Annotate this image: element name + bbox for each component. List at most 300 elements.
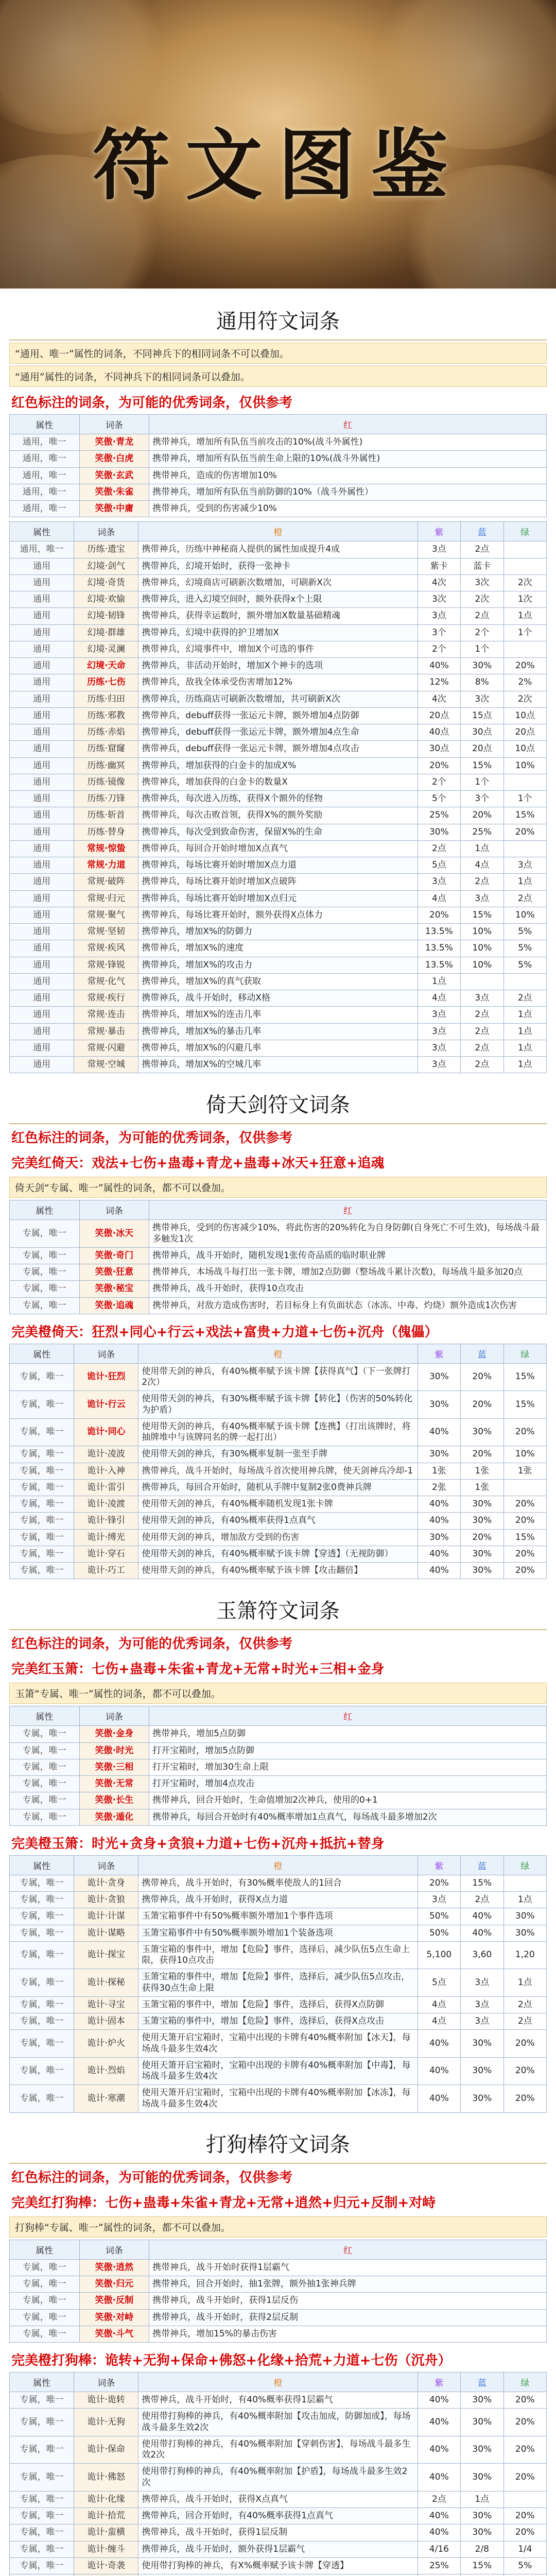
value-cell: 3点 bbox=[418, 1892, 460, 1908]
table-row bbox=[10, 890, 547, 907]
attribute-cell: 通用，唯一 bbox=[10, 451, 80, 467]
value-cell: 50% bbox=[418, 1908, 460, 1925]
value-cell: 20点 bbox=[461, 741, 503, 757]
value-cell: 1点 bbox=[503, 1969, 546, 1997]
value-cell: 4/16 bbox=[418, 2541, 460, 2557]
value-cell: 15% bbox=[461, 2557, 503, 2574]
value-cell: 20% bbox=[503, 824, 546, 840]
rune-name-cell: 常规·疾风 bbox=[74, 940, 138, 957]
column-header: 绿 bbox=[503, 2372, 546, 2392]
description-cell: 携带神兵，本场战斗每打出一张卡牌，增加2点防御（整场战斗累计次数)，每场战斗最多加20点 bbox=[149, 1264, 547, 1281]
section-note: 打狗棒“专属、唯一”属性的词条，都不可以叠加。 bbox=[9, 2216, 547, 2238]
value-cell: 3个 bbox=[418, 624, 460, 641]
attribute-cell: 专属，唯一 bbox=[10, 1363, 74, 1391]
description-cell: 携带神兵，每场比赛开始时增加X点归元 bbox=[138, 890, 418, 907]
value-cell: 3点 bbox=[418, 1040, 460, 1056]
rune-name-cell: 笑傲·三相 bbox=[79, 1759, 149, 1775]
rune-table bbox=[9, 2372, 547, 2576]
table-row bbox=[10, 591, 547, 608]
description-cell: 携带神兵，增加X%的攻击力 bbox=[138, 957, 418, 973]
value-cell: 2次 bbox=[503, 691, 546, 707]
description-cell: 携带神兵，增加15%的暴击伤害 bbox=[149, 2326, 547, 2342]
red-notice: 红色标注的词条，为可能的优秀词条，仅供参考 bbox=[11, 395, 293, 411]
value-cell: 13.5% bbox=[418, 957, 460, 973]
value-cell: 15点 bbox=[461, 707, 503, 724]
value-cell bbox=[503, 840, 546, 857]
rune-name-cell: 诡计·谋略 bbox=[74, 1925, 138, 1941]
description-cell: 使用带天剑的神兵，增加敌方受到的伤害 bbox=[138, 1529, 418, 1546]
column-header: 属性 bbox=[10, 1706, 80, 1726]
description-cell: 携带神兵，每回合开始时增加X点真气 bbox=[138, 840, 418, 857]
value-cell bbox=[503, 973, 546, 990]
description-cell: 携带神兵，每场比赛开始时增加X点破阵 bbox=[138, 874, 418, 890]
value-cell: 30% bbox=[461, 2436, 503, 2464]
table-row bbox=[10, 2293, 547, 2309]
attribute-cell: 专属，唯一 bbox=[10, 2508, 74, 2524]
value-cell: 2点 bbox=[503, 890, 546, 907]
table-row bbox=[10, 990, 547, 1007]
value-cell: 4点 bbox=[461, 857, 503, 874]
rune-name-cell: 历练·邪教 bbox=[74, 707, 138, 724]
attribute-cell: 专属，唯一 bbox=[10, 1479, 74, 1496]
attribute-cell bbox=[10, 2574, 74, 2576]
rune-table bbox=[9, 521, 547, 1073]
value-cell: 30% bbox=[461, 2392, 503, 2409]
rune-name-cell: 笑傲·长生 bbox=[79, 1792, 149, 1809]
value-cell: 3点 bbox=[418, 874, 460, 890]
value-cell: 20% bbox=[503, 2392, 546, 2409]
table-row bbox=[10, 1875, 547, 1891]
rune-name-cell: 历练·遗宝 bbox=[74, 541, 138, 558]
rune-name-cell: 幻境·剑气 bbox=[74, 558, 138, 574]
attribute-cell: 专属，唯一 bbox=[10, 1264, 80, 1281]
column-header: 红 bbox=[149, 1200, 547, 1220]
value-cell: 10% bbox=[503, 757, 546, 774]
table-row bbox=[10, 467, 547, 484]
attribute-cell: 通用 bbox=[10, 1023, 74, 1040]
column-header: 紫 bbox=[418, 522, 460, 541]
rune-name-cell: 诡计·保命 bbox=[74, 2436, 138, 2464]
table-row bbox=[10, 857, 547, 874]
rune-name-cell: 笑傲·逍然 bbox=[79, 2259, 149, 2276]
table-row bbox=[10, 2392, 547, 2409]
spacer bbox=[9, 2343, 547, 2347]
spacer bbox=[9, 1073, 547, 1077]
description-cell: 使用天箫开启宝箱时，宝箱中出现的卡牌有40%概率附加【中毒】，每场战斗最多生效4次 bbox=[138, 2057, 418, 2085]
table-row bbox=[10, 807, 547, 824]
attribute-cell: 通用 bbox=[10, 724, 74, 741]
table-row bbox=[10, 707, 547, 724]
attribute-cell: 专属，唯一 bbox=[10, 2013, 74, 2030]
rune-name-cell: 笑傲·玄武 bbox=[79, 467, 149, 484]
attribute-cell: 通用 bbox=[10, 791, 74, 807]
value-cell: 2次 bbox=[503, 574, 546, 591]
rune-name-cell: 诡计·计谋 bbox=[74, 1908, 138, 1925]
description-cell: 使用带天剑的神兵，有30%概率赋予该卡牌【转化】（伤害的50%转化为护盾） bbox=[138, 1391, 418, 1419]
description-cell: 使用带天剑的神兵，有40%概率赋予该卡牌【穿透】（无视防御） bbox=[138, 1546, 418, 1562]
value-cell: 30% bbox=[461, 2030, 503, 2058]
column-header: 属性 bbox=[10, 2372, 74, 2392]
value-cell: 30% bbox=[503, 1908, 546, 1925]
value-cell: 30% bbox=[461, 1563, 503, 1579]
description-cell: 携带神兵，回合开始时，抽1张牌，额外抽1张神兵牌 bbox=[149, 2276, 547, 2293]
table-row bbox=[10, 1908, 547, 1925]
rune-name-cell: 诡计·贪身 bbox=[74, 1875, 138, 1891]
attribute-cell: 专属，唯一 bbox=[10, 1809, 80, 1825]
table-row bbox=[10, 924, 547, 940]
banner-title: 符文图鉴 bbox=[92, 120, 463, 211]
description-cell: 携带神兵，对敌方造成伤害时，若目标身上有负面状态（冰冻、中毒、灼烧）额外造成1次伤害 bbox=[149, 1297, 547, 1314]
value-cell: 20% bbox=[503, 2464, 546, 2492]
table-row bbox=[10, 658, 547, 674]
table-row bbox=[10, 691, 547, 707]
attribute-cell: 专属，唯一 bbox=[10, 1418, 74, 1446]
value-cell: 10% bbox=[503, 1446, 546, 1463]
description-cell: 携带神兵，受到的伤害减少10%，将此伤害的20%转化为自身防御(自身死亡不可生效)，每场战斗最多触发1次 bbox=[149, 1220, 547, 1248]
rune-name-cell: 诡计·锋引 bbox=[74, 1513, 138, 1529]
rune-name-cell: 笑傲·秘宝 bbox=[79, 1281, 149, 1297]
description-cell: 携带神兵，历练商店可刷新次数增加，共可刷新X次 bbox=[138, 691, 418, 707]
value-cell: 3次 bbox=[461, 691, 503, 707]
value-cell: 20% bbox=[418, 907, 460, 923]
attribute-cell: 专属，唯一 bbox=[10, 1892, 74, 1908]
table-row bbox=[10, 2436, 547, 2464]
value-cell bbox=[503, 541, 546, 558]
attribute-cell: 通用 bbox=[10, 924, 74, 940]
value-cell: 2点 bbox=[418, 840, 460, 857]
description-cell: 携带神兵，幻境商店可刷新次数增加，可刷新X次 bbox=[138, 574, 418, 591]
rune-name-cell: 笑傲·斗气 bbox=[79, 2326, 149, 2342]
attribute-cell: 专属，唯一 bbox=[10, 1463, 74, 1479]
rune-name-cell: 历练·归田 bbox=[74, 691, 138, 707]
rune-name-cell: 笑傲·青龙 bbox=[79, 434, 149, 451]
description-cell: 携带神兵，增加X%的防御力 bbox=[138, 924, 418, 940]
value-cell: 3点 bbox=[418, 1007, 460, 1023]
table-row bbox=[10, 1925, 547, 1941]
column-header: 绿 bbox=[503, 522, 546, 541]
description-cell: 携带神兵，增加获得的白金卡的加成X% bbox=[138, 757, 418, 774]
rune-table bbox=[9, 1706, 547, 1826]
value-cell: 40% bbox=[418, 2030, 460, 2058]
attribute-cell: 专属，唯一 bbox=[10, 1247, 80, 1264]
value-cell: 13.5% bbox=[418, 940, 460, 957]
value-cell: 5% bbox=[503, 940, 546, 957]
table-row bbox=[10, 1220, 547, 1248]
description-cell: 携带神兵，增加获得的白金卡的数量X bbox=[138, 774, 418, 790]
rune-name-cell: 幻境·韧锋 bbox=[74, 608, 138, 624]
best-red-combo: 完美红玉箫：七伤+蛊毒+朱雀+青龙+无常+时光+三相+金身 bbox=[11, 1662, 385, 1677]
value-cell: 30% bbox=[418, 1363, 460, 1391]
value-cell: 1次 bbox=[503, 591, 546, 608]
value-cell: 30% bbox=[461, 2464, 503, 2492]
attribute-cell: 通用，唯一 bbox=[10, 467, 80, 484]
rune-name-cell: 历练·镜像 bbox=[74, 774, 138, 790]
value-cell: 30% bbox=[461, 2085, 503, 2113]
best-red-combo: 完美红打狗棒：七伤+蛊毒+朱雀+青龙+无常+逍然+归元+反制+对峙 bbox=[11, 2195, 436, 2211]
attribute-cell: 专属，唯一 bbox=[10, 1941, 74, 1969]
section-note: 倚天剑“专属、唯一”属性的词条，都不可以叠加。 bbox=[9, 1177, 547, 1198]
value-cell bbox=[503, 641, 546, 657]
value-cell: 2张 bbox=[418, 1479, 460, 1496]
rune-name-cell: 诡计·拾荒 bbox=[74, 2508, 138, 2524]
value-cell: 20% bbox=[503, 2030, 546, 2058]
attribute-cell: 通用 bbox=[10, 757, 74, 774]
attribute-cell: 专属，唯一 bbox=[10, 1996, 74, 2013]
table-row bbox=[10, 1513, 547, 1529]
value-cell: 2% bbox=[503, 674, 546, 691]
table-row bbox=[10, 791, 547, 807]
rune-name-cell: 历练·斩首 bbox=[74, 807, 138, 824]
value-cell: 20% bbox=[418, 1875, 460, 1891]
rune-table bbox=[9, 1344, 547, 1580]
value-cell: 30% bbox=[461, 2057, 503, 2085]
value-cell: 50% bbox=[418, 1925, 460, 1941]
value-cell: 3点 bbox=[461, 1996, 503, 2013]
rune-name-cell: 诡计·诡转 bbox=[74, 2392, 138, 2409]
description-cell: 使用带天剑的神兵，有40%概率随机发现1张卡牌 bbox=[138, 1496, 418, 1513]
attribute-cell: 通用 bbox=[10, 674, 74, 691]
description-cell: 携带神兵，战斗开始时，获得2层反制 bbox=[149, 2309, 547, 2326]
value-cell: 15% bbox=[461, 1875, 503, 1891]
attribute-cell: 专属，唯一 bbox=[10, 2541, 74, 2557]
table-row bbox=[10, 840, 547, 857]
value-cell: 5% bbox=[503, 957, 546, 973]
rune-name-cell: 诡计·雷引 bbox=[74, 1479, 138, 1496]
attribute-cell: 专属，唯一 bbox=[10, 2259, 80, 2276]
table-row bbox=[10, 1496, 547, 1513]
table-row bbox=[10, 1463, 547, 1479]
value-cell: 40% bbox=[418, 2409, 460, 2436]
attribute-cell: 专属，唯一 bbox=[10, 2326, 80, 2342]
value-cell bbox=[503, 2574, 546, 2576]
attribute-cell: 通用 bbox=[10, 1040, 74, 1056]
value-cell: 10% bbox=[461, 957, 503, 973]
best-orange-combo: 完美橙打狗棒：诡转+无狗+保命+佛怒+化缘+拾荒+力道+七伤（沉舟） bbox=[11, 2353, 451, 2368]
table-row bbox=[10, 2557, 547, 2574]
value-cell: 3点 bbox=[461, 890, 503, 907]
value-cell: 1张 bbox=[461, 1463, 503, 1479]
description-cell: 携带神兵，战斗开始时，有30%概率使敌人的1回合 bbox=[138, 1875, 418, 1891]
column-header: 属性 bbox=[10, 2240, 80, 2259]
value-cell: 4次 bbox=[418, 574, 460, 591]
table-row bbox=[10, 2574, 547, 2576]
red-notice: 红色标注的词条，为可能的优秀词条，仅供参考 bbox=[11, 1636, 293, 1652]
description-cell: 携带神兵，获得幸运数时，额外增加X数量基础精魂 bbox=[138, 608, 418, 624]
rune-name-cell: 诡计·炉火 bbox=[74, 2030, 138, 2058]
value-cell: 2点 bbox=[418, 2491, 460, 2507]
attribute-cell: 专属，唯一 bbox=[10, 1446, 74, 1463]
table-row bbox=[10, 2030, 547, 2058]
table-row bbox=[10, 434, 547, 451]
value-cell: 2/8 bbox=[461, 2541, 503, 2557]
rune-name-cell: 常规·聚气 bbox=[74, 907, 138, 923]
column-header: 属性 bbox=[10, 1855, 74, 1875]
rune-name-cell: 常规·空城 bbox=[74, 1057, 138, 1073]
rune-table bbox=[9, 1855, 547, 2113]
rune-name-cell: 幻境·灵澜 bbox=[74, 641, 138, 657]
value-cell: 3点 bbox=[461, 2013, 503, 2030]
value-cell: 4点 bbox=[418, 890, 460, 907]
table-row bbox=[10, 608, 547, 624]
value-cell: 2点 bbox=[503, 990, 546, 1007]
rune-name-cell: 诡计·凌波 bbox=[74, 1446, 138, 1463]
table-row bbox=[10, 774, 547, 790]
rune-name-cell: 笑傲·朱雀 bbox=[79, 484, 149, 500]
description-cell: 携带神兵，每场比赛开始时增加X点力道 bbox=[138, 857, 418, 874]
value-cell: 40% bbox=[418, 2436, 460, 2464]
description-cell: 携带神兵，战斗开始时获得1层霸气 bbox=[149, 2259, 547, 2276]
table-row bbox=[10, 973, 547, 990]
value-cell: 1点 bbox=[503, 1007, 546, 1023]
table-row bbox=[10, 1247, 547, 1264]
attribute-cell: 专属，唯一 bbox=[10, 1759, 80, 1775]
value-cell: 紫卡 bbox=[418, 558, 460, 574]
value-cell: 30% bbox=[418, 1529, 460, 1546]
attribute-cell: 专属，唯一 bbox=[10, 1281, 80, 1297]
description-cell: 使用带打狗棒的神兵，有40%概率附加【穿刺伤害】，每场战斗最多生效2次 bbox=[138, 2436, 418, 2464]
value-cell: 5% bbox=[503, 2557, 546, 2574]
table-row bbox=[10, 1809, 547, 1825]
rune-name-cell: 常规·暴击 bbox=[74, 1023, 138, 1040]
table-row bbox=[10, 2508, 547, 2524]
value-cell: 20% bbox=[461, 1391, 503, 1419]
description-cell: 打开宝箱时，增加4点攻击 bbox=[149, 1776, 547, 1792]
table-row bbox=[10, 1040, 547, 1056]
description-cell: 打开宝箱时，增加30生命上限 bbox=[149, 1759, 547, 1775]
value-cell: 2点 bbox=[503, 1996, 546, 2013]
table-row bbox=[10, 1281, 547, 1297]
rune-name-cell: 诡计·缠斗 bbox=[74, 2541, 138, 2557]
attribute-cell: 通用 bbox=[10, 807, 74, 824]
rune-name-cell: 历练·幽冥 bbox=[74, 757, 138, 774]
description-cell: 携带神兵，战斗开始时，随机发现1张传奇品质的临时职业牌 bbox=[149, 1247, 547, 1264]
attribute-cell: 通用 bbox=[10, 624, 74, 641]
value-cell: 2个 bbox=[461, 624, 503, 641]
value-cell: 2个 bbox=[418, 774, 460, 790]
value-cell: 10点 bbox=[503, 707, 546, 724]
rune-name-cell: 常规·闪避 bbox=[74, 1040, 138, 1056]
rune-name-cell: 幻境·天命 bbox=[74, 658, 138, 674]
rune-name-cell: 笑傲·追魂 bbox=[79, 1297, 149, 1314]
attribute-cell: 专属，唯一 bbox=[10, 1297, 80, 1314]
value-cell: 5% bbox=[503, 924, 546, 940]
attribute-cell: 专属，唯一 bbox=[10, 1875, 74, 1891]
value-cell: 4次 bbox=[418, 691, 460, 707]
rune-name-cell: 诡计·狂烈 bbox=[74, 1363, 138, 1391]
value-cell: 4点 bbox=[418, 990, 460, 1007]
value-cell: 5点 bbox=[418, 857, 460, 874]
rune-name-cell: 笑傲·中庸 bbox=[79, 501, 149, 517]
attribute-cell: 专属，唯一 bbox=[10, 1726, 80, 1742]
description-cell: 携带神兵，幻境事件中，增加X个可选的事件 bbox=[138, 641, 418, 657]
column-header: 词条 bbox=[74, 1855, 138, 1875]
attribute-cell: 通用 bbox=[10, 1057, 74, 1073]
column-header: 属性 bbox=[10, 1200, 80, 1220]
attribute-cell: 专属，唯一 bbox=[10, 1496, 74, 1513]
rune-name-cell: 诡计·寻宝 bbox=[74, 1996, 138, 2013]
description-cell: 携带神兵，增加X%的连击几率 bbox=[138, 1007, 418, 1023]
table-row bbox=[10, 940, 547, 957]
description-cell: 携带神兵，debuff获得一张运元卡牌，额外增加4点攻击 bbox=[138, 741, 418, 757]
value-cell: 1/4 bbox=[503, 2541, 546, 2557]
rune-name-cell: 历练·替身 bbox=[74, 824, 138, 840]
column-header: 绿 bbox=[503, 1344, 546, 1363]
description-cell: 携带神兵，非活动开始时，增加X个神卡的选项 bbox=[138, 658, 418, 674]
column-header: 蓝 bbox=[461, 522, 503, 541]
value-cell: 40% bbox=[418, 658, 460, 674]
rune-name-cell: 笑傲·金身 bbox=[79, 1726, 149, 1742]
value-cell: 15% bbox=[461, 907, 503, 923]
value-cell: 3点 bbox=[503, 857, 546, 874]
attribute-cell: 通用 bbox=[10, 608, 74, 624]
rune-name-cell: 诡计·固本 bbox=[74, 2013, 138, 2030]
value-cell: 3次 bbox=[418, 591, 460, 608]
attribute-cell: 专属，唯一 bbox=[10, 2491, 74, 2507]
value-cell: 30% bbox=[461, 1496, 503, 1513]
rune-name-cell: 常规·归元 bbox=[74, 890, 138, 907]
value-cell: 40% bbox=[418, 2508, 460, 2524]
attribute-cell: 通用 bbox=[10, 957, 74, 973]
value-cell: 蓝卡 bbox=[461, 558, 503, 574]
attribute-cell: 专属，唯一 bbox=[10, 1792, 80, 1809]
value-cell: 40% bbox=[418, 1546, 460, 1562]
value-cell: 20% bbox=[461, 1529, 503, 1546]
rune-name-cell: 诡计·烈焰 bbox=[74, 2057, 138, 2085]
rune-name-cell: 历练·窟窿 bbox=[74, 741, 138, 757]
value-cell: 30% bbox=[461, 658, 503, 674]
table-row bbox=[10, 1007, 547, 1023]
attribute-cell: 通用 bbox=[10, 1007, 74, 1023]
description-cell: 玉箫宝箱事件中有50%概率额外增加1个事件选项 bbox=[138, 1908, 418, 1925]
table-row bbox=[10, 2276, 547, 2293]
attribute-cell: 通用 bbox=[10, 940, 74, 957]
rune-name-cell: 幻境·奇货 bbox=[74, 574, 138, 591]
value-cell: 2点 bbox=[461, 1892, 503, 1908]
rune-name-cell: 诡计·化缘 bbox=[74, 2491, 138, 2507]
rune-table bbox=[9, 414, 547, 517]
attribute-cell: 专属，唯一 bbox=[10, 2276, 80, 2293]
section-note: “通用”属性的词条，不同神兵下的相同词条可以叠加。 bbox=[9, 366, 547, 387]
description-cell: 使用带打狗棒的神兵，有40%概率附加【攻击加成，防御加成】，每场战斗最多生效2次 bbox=[138, 2409, 418, 2436]
table-row bbox=[10, 2326, 547, 2342]
attribute-cell: 通用 bbox=[10, 907, 74, 923]
description-cell: 携带神兵，每回合开始时，随机从手牌中复制2张0费神兵牌 bbox=[138, 1479, 418, 1496]
value-cell: 30% bbox=[461, 2409, 503, 2436]
spacer bbox=[9, 517, 547, 521]
table-row bbox=[10, 1996, 547, 2013]
section-title: 玉箫符文词条 bbox=[9, 1583, 547, 1630]
value-cell: 1点 bbox=[503, 1040, 546, 1056]
description-cell: 携带神兵，战斗开始时，获得10点攻击 bbox=[149, 1281, 547, 1297]
table-row bbox=[10, 724, 547, 741]
attribute-cell: 通用 bbox=[10, 591, 74, 608]
value-cell: 3点 bbox=[418, 1023, 460, 1040]
column-header: 红 bbox=[149, 2240, 547, 2259]
table-row bbox=[10, 1264, 547, 1281]
column-header: 紫 bbox=[418, 1855, 460, 1875]
value-cell: 3点 bbox=[418, 1057, 460, 1073]
description-cell: 携带神兵，幻境中获得的护卫增加X bbox=[138, 624, 418, 641]
value-cell: 20% bbox=[461, 807, 503, 824]
attribute-cell: 通用 bbox=[10, 741, 74, 757]
description-cell: 玉箫宝箱事件中有50%概率额外增加1个装备选项 bbox=[138, 1925, 418, 1941]
description-cell: 携带神兵，回合开始时，有40%概率获得1点真气 bbox=[138, 2508, 418, 2524]
attribute-cell: 通用 bbox=[10, 658, 74, 674]
value-cell: 40% bbox=[461, 1908, 503, 1925]
value-cell: 20% bbox=[503, 2057, 546, 2085]
description-cell: 携带神兵，幻境开始时，获得一张神卡 bbox=[138, 558, 418, 574]
column-header: 紫 bbox=[418, 2372, 460, 2392]
